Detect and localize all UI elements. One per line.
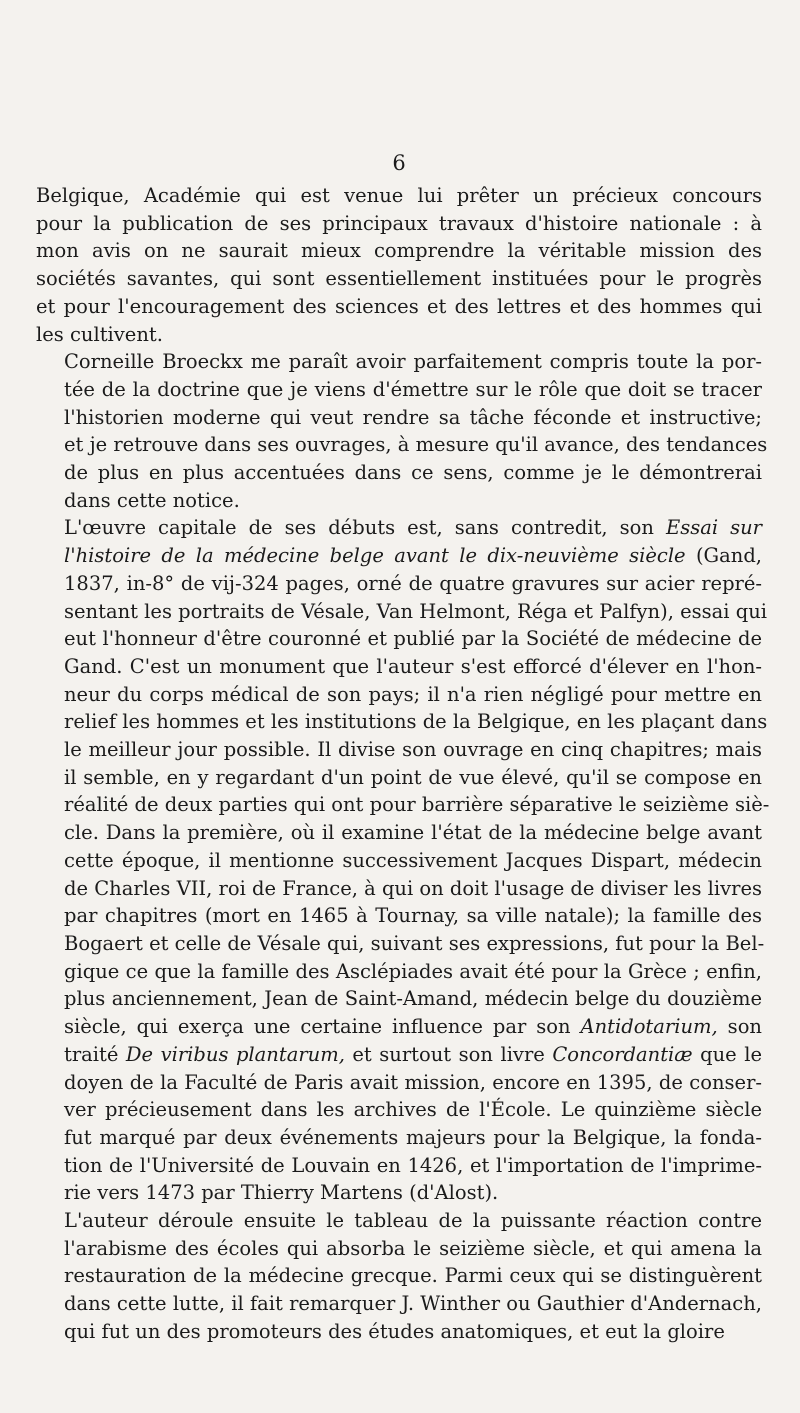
text-line: gique ce que la famille des Asclépiades avait été pour la Grèce ; enfin, — [64, 959, 762, 983]
paragraph — [36, 348, 768, 514]
text-line: doyen de la Faculté de Paris avait mission, encore en 1395, de conser- — [64, 1070, 762, 1094]
text-line: mon avis on ne saurait mieux comprendre la véritable mission des — [36, 239, 762, 263]
text-line: l'historien moderne qui veut rendre sa tâche féconde et instructive; — [64, 405, 762, 429]
text-line: Corneille Broeckx me paraît avoir parfaitement compris toute la por- — [64, 350, 762, 374]
text-line: Gand. C'est un monument que l'auteur s'est efforcé d'élever en l'hon- — [64, 654, 762, 678]
text-line: sociétés savantes, qui sont essentiellement instituées pour le progrès — [36, 267, 762, 291]
text-line: ver précieusement dans les archives de l'École. Le quinzième siècle — [64, 1098, 762, 1122]
text-line: dans cette lutte, il fait remarquer J. Winther ou Gauthier d'Andernach, — [64, 1292, 762, 1316]
text-line: siècle, qui exerça une certaine influence par son Antidotarium, son — [64, 1015, 762, 1039]
text-line: rie vers 1473 par Thierry Martens (d'Alost). — [64, 1181, 499, 1205]
text-line: il semble, en y regardant d'un point de vue élevé, qu'il se compose en — [64, 765, 762, 789]
text-line: réalité de deux parties qui ont pour barrière séparative le seizième siè- — [64, 793, 770, 817]
body-text — [36, 182, 770, 1346]
text-line: le meilleur jour possible. Il divise son ouvrage en cinq chapitres; mais — [64, 738, 762, 762]
text-line: neur du corps médical de son pays; il n'a rien négligé pour mettre en — [64, 682, 762, 706]
text-line: et pour l'encouragement des sciences et des lettres et des hommes qui — [36, 294, 762, 318]
text-line: restauration de la médecine grecque. Parmi ceux qui se distinguèrent — [64, 1264, 762, 1288]
text-line: qui fut un des promoteurs des études anatomiques, et eut la gloire — [64, 1319, 725, 1343]
text-line: Belgique, Académie qui est venue lui prêter un précieux concours — [36, 184, 762, 207]
text-line: dans cette notice. — [64, 488, 240, 512]
paragraph — [36, 1207, 762, 1346]
text-line: fut marqué par deux événements majeurs pour la Belgique, la fonda- — [64, 1125, 762, 1149]
paragraph — [36, 514, 770, 1207]
text-line: l'histoire de la médecine belge avant le dix-neuvième siècle (Gand, — [64, 544, 762, 568]
text-line: pour la publication de ses principaux travaux d'histoire nationale : à — [36, 211, 762, 235]
page-number: 6 — [392, 151, 406, 175]
text-line: de plus en plus accentuées dans ce sens, comme je le démontrerai — [64, 461, 762, 485]
text-line: les cultivent. — [36, 322, 163, 346]
text-line: Bogaert et celle de Vésale qui, suivant ses expressions, fut pour la Bel- — [64, 931, 765, 955]
text-line: l'arabisme des écoles qui absorba le seizième siècle, et qui amena la — [64, 1236, 762, 1260]
text-line: par chapitres (mort en 1465 à Tournay, sa ville natale); la famille des — [64, 904, 762, 928]
text-line: L'auteur déroule ensuite le tableau de la puissante réaction contre — [64, 1209, 762, 1233]
text-line: cette époque, il mentionne successivement Jacques Dispart, médecin — [64, 848, 762, 872]
paragraph — [36, 182, 762, 348]
text-line: et je retrouve dans ses ouvrages, à mesure qu'il avance, des tendances — [64, 433, 768, 457]
text-line: tée de la doctrine que je viens d'émettre sur le rôle que doit se tracer — [64, 377, 762, 401]
text-line: cle. Dans la première, où il examine l'état de la médecine belge avant — [64, 821, 762, 845]
text-line: relief les hommes et les institutions de la Belgique, en les plaçant dans — [64, 710, 768, 734]
text-line: 1837, in-8° de vij-324 pages, orné de quatre gravures sur acier repré- — [64, 571, 762, 595]
text-line: de Charles VII, roi de France, à qui on doit l'usage de diviser les livres — [64, 876, 763, 900]
text-line: tion de l'Université de Louvain en 1426, et l'importation de l'imprime- — [64, 1153, 762, 1177]
text-line: plus anciennement, Jean de Saint-Amand, médecin belge du douzième — [64, 987, 762, 1011]
text-line: traité De viribus plantarum, et surtout son livre Concordantiæ que le — [64, 1042, 762, 1066]
text-line: sentant les portraits de Vésale, Van Helmont, Réga et Palfyn), essai qui — [64, 599, 767, 623]
text-line: L'œuvre capitale de ses débuts est, sans contredit, son Essai sur — [64, 516, 763, 540]
text-line: eut l'honneur d'être couronné et publié par la Société de médecine de — [64, 627, 762, 651]
